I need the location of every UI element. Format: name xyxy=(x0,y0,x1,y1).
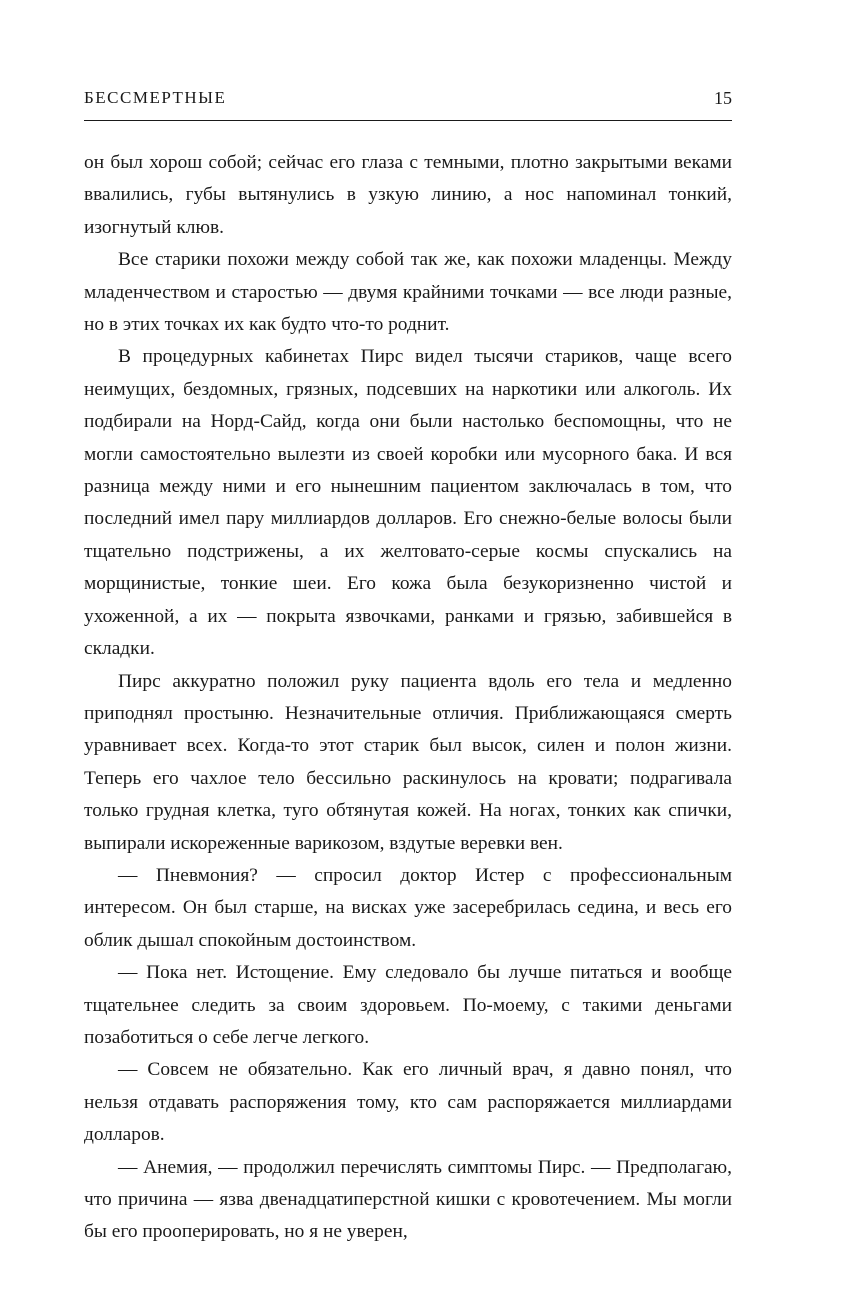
paragraph: Все старики похожи между собой так же, как похожи младенцы. Между младенчеством и старостью — двумя крайними точками — все люди разные, но в этих точках их как будто что-то роднит. xyxy=(84,249,732,336)
paragraph: В процедурных кабинетах Пирс видел тысячи стариков, чаще всего неимущих, бездомных, грязных, подсевших на наркотики или алкоголь. Их подбирали на Норд-Сайд, когда они были настолько беспомощны, что не могли самостоятельно вылезти из своей коробки или мусорного бака. И вся разница между ними и его нынешним пациентом заключалась в том, что последний имел пару миллиардов долларов. Его снежно-белые волосы были тщательно подстрижены, а их желтовато-серые космы спускались на морщинистые, тонкие шеи. Его кожа была безукоризненно чистой и ухоженной, а их — покрыта язвочками, ранками и грязью, забившейся в складки. xyxy=(84,346,732,660)
dialogue-paragraph: — Пока нет. Истощение. Ему следовало бы лучше питаться и вообще тщательнее следить за своим здоровьем. По-моему, с такими деньгами позаботиться о себе легче легкого. xyxy=(84,962,732,1048)
dialogue-paragraph: — Анемия, — продолжил перечислять симптомы Пирс. — Предполагаю, что причина — язва двенадцатиперстной кишки с кровотечением. Мы могли бы его прооперировать, но я не уверен, xyxy=(84,1156,732,1243)
paragraph: Пирс аккуратно положил руку пациента вдоль его тела и медленно приподнял простыню. Незначительные отличия. Приближающаяся смерть уравнивает всех. Когда-то этот старик был высок, силен и полон жизни. Теперь его чахлое тело бессильно раскинулось на кровати; подрагивала только грудная клетка, туго обтянутая кожей. На ногах, тонких как спички, выпирали искореженные варикозом, вздутые веревки вен. xyxy=(84,670,732,854)
body-text xyxy=(84,147,732,1249)
paragraph: он был хорош собой; сейчас его глаза с темными, плотно закрытыми веками ввалились, губы вытянулись в узкую линию, а нос напоминал тонкий, изогнутый клюв. xyxy=(84,152,732,238)
book-page xyxy=(84,0,732,1312)
running-header xyxy=(84,88,732,114)
page-number: 15 xyxy=(714,88,732,108)
header-rule xyxy=(84,120,732,121)
dialogue-paragraph: — Пневмония? — спросил доктор Истер с профессиональным интересом. Он был старше, на висках уже засеребрилась седина, и весь его облик дышал спокойным достоинством. xyxy=(84,864,732,951)
book-title: БЕССМЕРТНЫЕ xyxy=(84,88,227,107)
dialogue-paragraph: — Совсем не обязательно. Как его личный врач, я давно понял, что нельзя отдавать распоряжения тому, кто сам распоряжается миллиардами долларов. xyxy=(84,1059,732,1146)
